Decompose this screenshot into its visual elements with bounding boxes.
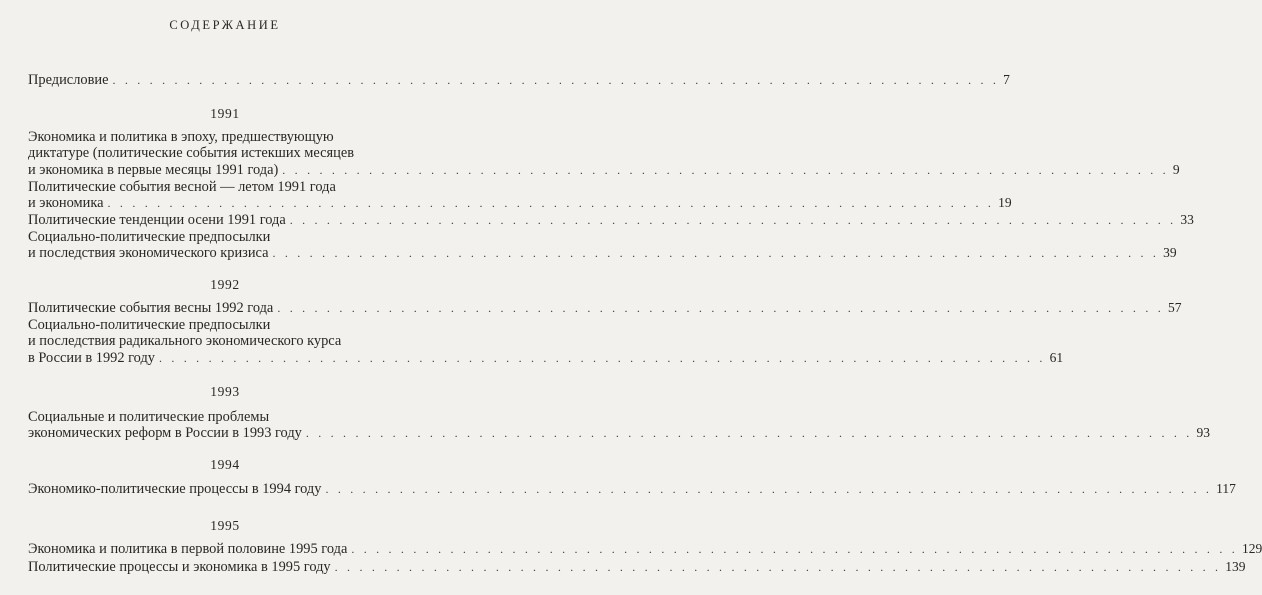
page-number: 19: [998, 195, 1012, 211]
entry-line: диктатуре (политические события истекших месяцев: [28, 145, 355, 162]
entry-title: Экономика и политика в первой половине 1995 года: [28, 541, 348, 557]
entry-line: и последствия радикального экономического курса: [28, 333, 342, 350]
entry-title: Политические процессы и экономика в 1995 году: [28, 559, 331, 575]
dot-leader: . . . . . . . . . . . . . . . . . . . . . . . . . . . . . . . . . . . . . . . . . . . . . . . . . . . . . . . . . . . . . . . . . . . . . . . .: [272, 246, 1160, 261]
entry-title: в России в 1992 году: [28, 349, 155, 366]
entry-title: и экономика в первые месяцы 1991 года): [28, 161, 279, 178]
year-heading: 1993: [210, 384, 240, 399]
dot-leader: . . . . . . . . . . . . . . . . . . . . . . . . . . . . . . . . . . . . . . . . . . . . . . . . . . . . . . . . . . . . . . . . . . . . . . . .: [158, 350, 1046, 365]
dot-leader: . . . . . . . . . . . . . . . . . . . . . . . . . . . . . . . . . . . . . . . . . . . . . . . . . . . . . . . . . . . . . . . . . . . . . . . .: [325, 482, 1213, 496]
toc-entry[interactable]: [28, 317, 1064, 366]
toc-entry[interactable]: [28, 229, 1177, 262]
dot-leader: . . . . . . . . . . . . . . . . . . . . . . . . . . . . . . . . . . . . . . . . . . . . . . . . . . . . . . . . . . . . . . . . . . . . . . . .: [351, 542, 1238, 556]
page-number: 57: [1167, 300, 1182, 315]
dot-leader: . . . . . . . . . . . . . . . . . . . . . . . . . . . . . . . . . . . . . . . . . . . . . . . . . . . . . . . . . . . . . . . . . . . . . . . .: [277, 301, 1164, 315]
toc-entry[interactable]: [28, 212, 1194, 228]
dot-leader: . . . . . . . . . . . . . . . . . . . . . . . . . . . . . . . . . . . . . . . . . . . . . . . . . . . . . . . . . . . . . . . . . . . . . . . .: [282, 162, 1169, 177]
toc-entry[interactable]: [28, 541, 1262, 557]
entry-line: Экономика и политика в эпоху, предшествующую: [28, 129, 334, 145]
page-number: 93: [1196, 425, 1210, 441]
year-heading: 1991: [210, 106, 240, 121]
entry-title: Экономико-политические процессы в 1994 году: [28, 481, 322, 497]
year-heading: 1994: [210, 457, 240, 472]
page-number: 9: [1172, 161, 1180, 177]
dot-leader: . . . . . . . . . . . . . . . . . . . . . . . . . . . . . . . . . . . . . . . . . . . . . . . . . . . . . . . . . . . . . . . . . . . . . . . .: [305, 426, 1193, 441]
entry-line: Социально-политические предпосылки: [28, 317, 271, 333]
entry-title: Политические события весны 1992 года: [28, 300, 274, 316]
page-number: 33: [1180, 212, 1194, 227]
page-number: 117: [1216, 481, 1236, 496]
entry-title: и последствия экономического кризиса: [28, 245, 269, 262]
page-number: 39: [1163, 245, 1177, 261]
dot-leader: . . . . . . . . . . . . . . . . . . . . . . . . . . . . . . . . . . . . . . . . . . . . . . . . . . . . . . . . . . . . . . . . . . . . . . . .: [289, 213, 1177, 227]
dot-leader: . . . . . . . . . . . . . . . . . . . . . . . . . . . . . . . . . . . . . . . . . . . . . . . . . . . . . . . . . . . . . . . . . . . . . . . .: [107, 196, 995, 211]
page-number: 61: [1049, 349, 1064, 365]
entry-title: Предисловие: [28, 72, 109, 88]
page-number: 139: [1225, 559, 1246, 574]
entry-title: экономических реформ в России в 1993 году: [28, 425, 302, 442]
year-heading: 1995: [210, 518, 240, 533]
toc-entry-preface[interactable]: [28, 72, 1010, 88]
year-heading: 1992: [210, 277, 240, 292]
entry-line: Социальные и политические проблемы: [28, 409, 270, 425]
entry-line: Социально-политические предпосылки: [28, 229, 271, 245]
entry-title: Политические тенденции осени 1991 года: [28, 212, 286, 228]
dot-leader: . . . . . . . . . . . . . . . . . . . . . . . . . . . . . . . . . . . . . . . . . . . . . . . . . . . . . . . . . . . . . . . . . . . . . . . .: [112, 73, 1000, 87]
page-number: 129: [1241, 541, 1262, 556]
toc-entry[interactable]: [28, 409, 1210, 442]
entry-line: Политические события весной — летом 1991 года: [28, 179, 336, 195]
toc-entry[interactable]: [28, 179, 1012, 212]
toc-entry[interactable]: [28, 481, 1236, 497]
toc-entry[interactable]: [28, 559, 1246, 575]
entry-title: и экономика: [28, 195, 104, 212]
toc-entry[interactable]: [28, 300, 1182, 316]
dot-leader: . . . . . . . . . . . . . . . . . . . . . . . . . . . . . . . . . . . . . . . . . . . . . . . . . . . . . . . . . . . . . . . . . . . . . . . .: [334, 560, 1222, 574]
toc-entry[interactable]: [28, 129, 1180, 178]
toc-heading: СОДЕРЖАНИЕ: [169, 18, 281, 32]
page-number: 7: [1003, 72, 1010, 87]
